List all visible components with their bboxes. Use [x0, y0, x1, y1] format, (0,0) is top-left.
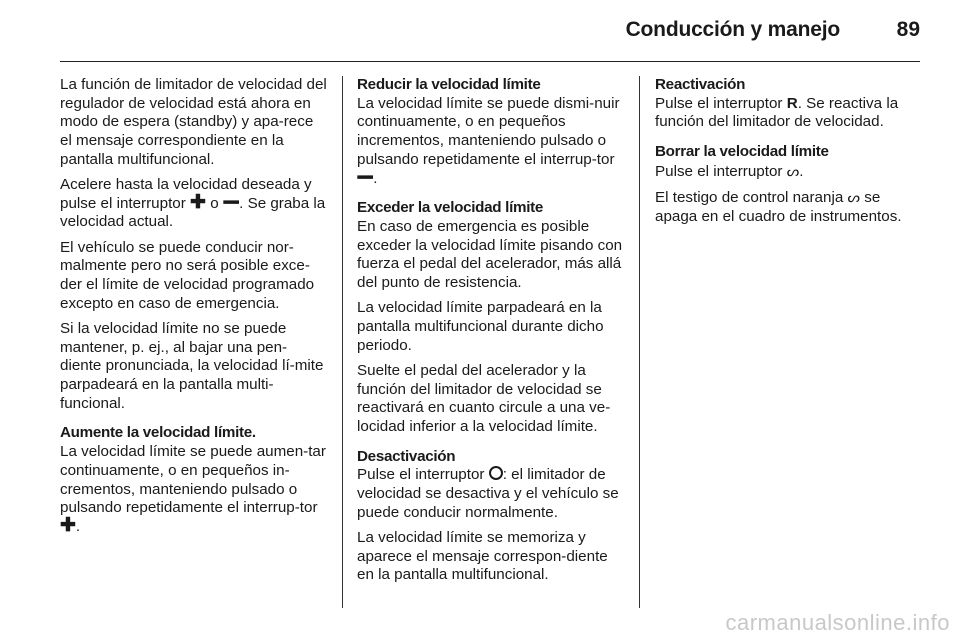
paragraph: Suelte el pedal del acelerador y la función del limitador de velocidad se reactivará en cuanto circule a una ve-locidad inferior a la velocidad límite. — [357, 361, 611, 435]
paragraph-text: La velocidad límite se puede dismi-nuir continuamente, o en pequeños incrementos, manteniendo pulsado o pulsando repetidamente el interrup-tor — [357, 94, 620, 168]
paragraph-text: Acelere hasta la velocidad deseada y pulse el interruptor — [60, 176, 312, 212]
paragraph — [357, 466, 625, 522]
column-divider-right — [639, 76, 640, 608]
paragraph: El vehículo se puede conducir nor-malmente pero no será posible exce-der el límite de velocidad programado excepto en caso de emergencia. — [60, 238, 315, 312]
paragraph: Si la velocidad límite no se puede mantener, p. ej., al bajar una pen-diente pronunciada, la velocidad lí-mite parpadeará en la pantalla multi-funcional. — [60, 319, 324, 412]
paragraph-text: Pulse el interruptor — [655, 162, 783, 180]
paragraph-text: Pulse el interruptor — [357, 466, 485, 484]
paragraph: La función de limitador de velocidad del regulador de velocidad está ahora en modo de espera (standby) y apa-rece el mensaje correspondiente en la pantalla multifuncional. — [60, 76, 327, 168]
header-rule — [60, 61, 920, 62]
minus-icon: ━ — [357, 167, 373, 187]
paragraph — [655, 188, 923, 226]
paragraph-text: . Se reactiva la función del limitador de velocidad. — [655, 94, 899, 131]
speed-limiter-icon: ᔕ — [847, 189, 860, 206]
paragraph-text: Pulse el interruptor — [655, 94, 783, 112]
column-2 — [357, 76, 625, 592]
paragraph — [60, 176, 328, 232]
plus-icon: ✚ — [190, 191, 206, 213]
circle-switch-icon — [489, 466, 503, 480]
paragraph: La velocidad límite se memoriza y aparece el mensaje correspon-diente en la pantalla multifuncional. — [357, 528, 608, 584]
section-heading: Aumente la velocidad límite. — [60, 424, 256, 442]
paragraph — [60, 443, 328, 537]
page-title: Conducción y manejo — [625, 18, 840, 41]
paragraph-text: . — [75, 517, 81, 535]
column-3 — [655, 76, 923, 233]
paragraph: La velocidad límite parpadeará en la pantalla multifuncional durante dicho periodo. — [357, 299, 604, 354]
speed-limiter-icon: ᔕ — [786, 162, 800, 179]
paragraph: En caso de emergencia es posible exceder la velocidad límite pisando con fuerza el pedal del acelerador, más allá del punto de resistencia. — [357, 217, 623, 292]
section-heading: Borrar la velocidad límite — [655, 143, 829, 161]
r-key-label: R — [786, 94, 798, 112]
paragraph-text: se apaga en el cuadro de instrumentos. — [655, 189, 902, 225]
column-1 — [60, 76, 328, 543]
section-heading: Reactivación — [655, 76, 746, 93]
paragraph-text: La velocidad límite se puede aumen-tar continuamente, o en pequeños in-crementos, manteniendo pulsado o pulsando repetidamente el interrup-tor — [60, 443, 326, 517]
paragraph — [655, 162, 923, 182]
plus-icon: ✚ — [60, 514, 76, 536]
paragraph — [655, 95, 923, 132]
paragraph-text: o — [210, 194, 219, 212]
paragraph — [357, 95, 625, 189]
section-heading: Reducir la velocidad límite — [357, 76, 541, 93]
paragraph-text: : el limitador de velocidad se desactiva y el vehículo se puede conducir normalmente. — [357, 466, 619, 521]
paragraph-text: . Se graba la velocidad actual. — [60, 194, 326, 231]
paragraph-text: . — [373, 169, 378, 187]
section-heading: Exceder la velocidad límite — [357, 199, 544, 217]
page-header — [0, 0, 960, 62]
watermark: carmanualsonline.info — [725, 610, 950, 635]
page-number: 89 — [896, 18, 920, 41]
paragraph-text: El testigo de control naranja — [655, 189, 844, 207]
section-heading: Desactivación — [357, 447, 456, 465]
column-divider-left — [342, 76, 343, 608]
minus-icon: ━ — [223, 192, 239, 212]
paragraph-text: . — [799, 162, 804, 180]
